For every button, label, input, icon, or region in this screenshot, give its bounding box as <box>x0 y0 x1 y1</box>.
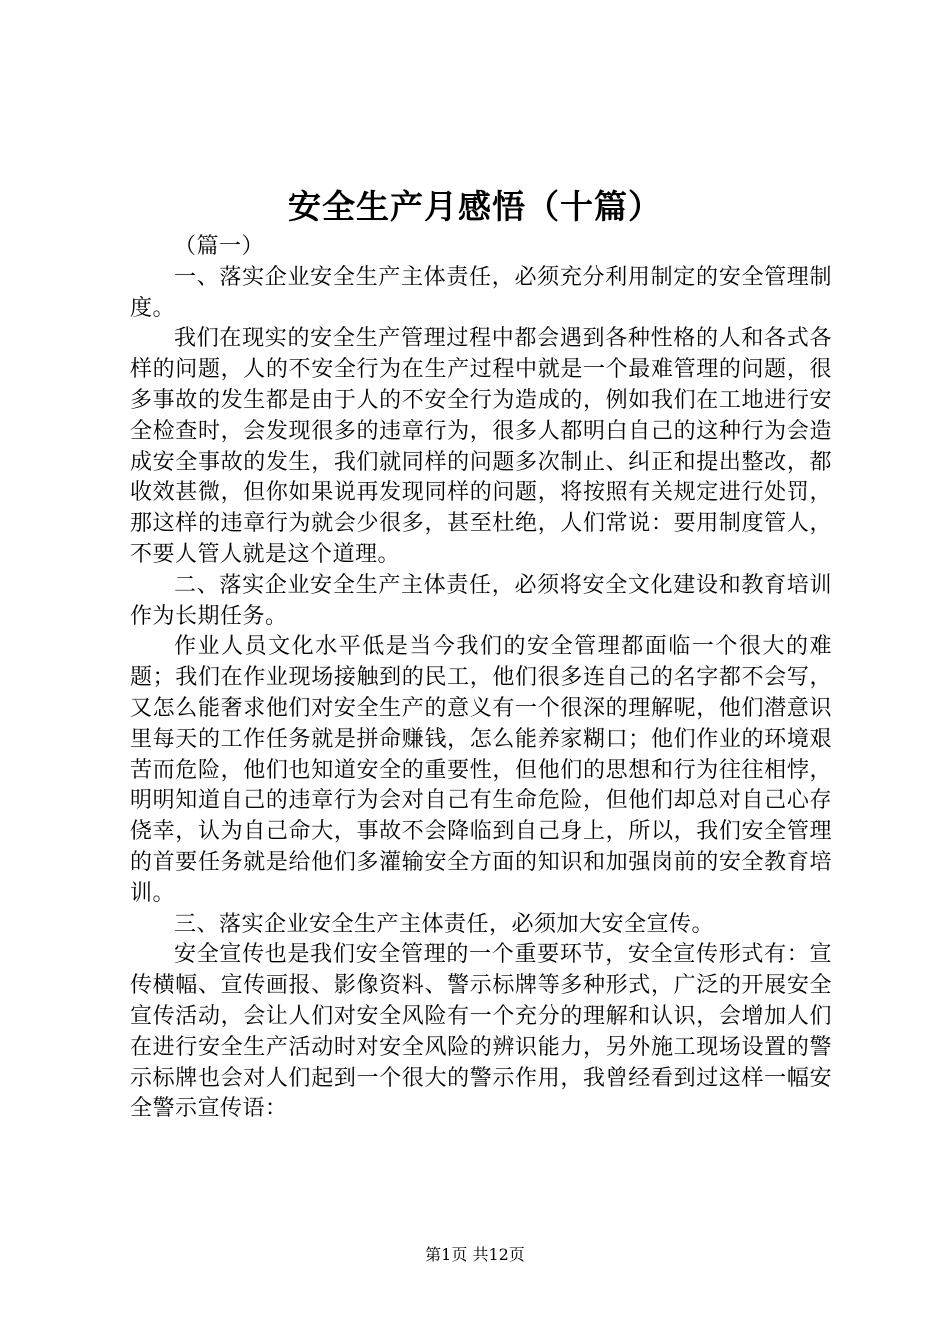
paragraph-3: 二、落实企业安全生产主体责任，必须将安全文化建设和教育培训作为长期任务。 <box>130 572 832 629</box>
page-footer: 第1页 共12页 <box>425 1245 525 1264</box>
section-label: （篇一） <box>174 234 265 259</box>
paragraph-1: 一、落实企业安全生产主体责任，必须充分利用制定的安全管理制度。 <box>130 264 832 321</box>
paragraph-4: 作业人员文化水平低是当今我们的安全管理都面临一个很大的难题；我们在作业现场接触到的民工，他们很多连自己的名字都不会写，又怎么能奢求他们对安全生产的意义有一个很深的理解呢，他们潜意识里每天的工作任务就是拼命赚钱，怎么能养家糊口；他们作业的环境艰苦而危险，他们也知道安全的重要性，但他们的思想和行为往往相悖，明明知道自己的违章行为会对自己有生命危险，但他们却总对自己心存侥幸，认为自己命大，事故不会降临到自己身上，所以，我们安全管理的首要任务就是给他们多灌输安全方面的知识和加强岗前的安全教育培训。 <box>130 634 832 906</box>
document-title: 安全生产月感悟（十篇） <box>288 187 662 226</box>
paragraph-6: 安全宣传也是我们安全管理的一个重要环节，安全宣传形式有：宣传横幅、宣传画报、影像资料、警示标牌等多种形式，广泛的开展安全宣传活动，会让人们对安全风险有一个充分的理解和认识，会增加人们在进行安全生产活动时对安全风险的辨识能力，另外施工现场设置的警示标牌也会对人们起到一个很大的警示作用，我曾经看到过这样一幅安全警示宣传语： <box>130 942 832 1122</box>
paragraph-2: 我们在现实的安全生产管理过程中都会遇到各种性格的人和各式各样的问题，人的不安全行为在生产过程中就是一个最难管理的问题，很多事故的发生都是由于人的不安全行为造成的，例如我们在工地进行安全检查时，会发现很多的违章行为，很多人都明白自己的这种行为会造成安全事故的发生，我们就同样的问题多次制止、纠正和提出整改，都收效甚微，但你如果说再发现同样的问题，将按照有关规定进行处罚，那这样的违章行为就会少很多，甚至杜绝，人们常说：要用制度管人，不要人管人就是这个道理。 <box>130 326 832 567</box>
paragraph-5: 三、落实企业安全生产主体责任，必须加大安全宣传。 <box>174 911 715 937</box>
document-body <box>130 232 832 1125</box>
